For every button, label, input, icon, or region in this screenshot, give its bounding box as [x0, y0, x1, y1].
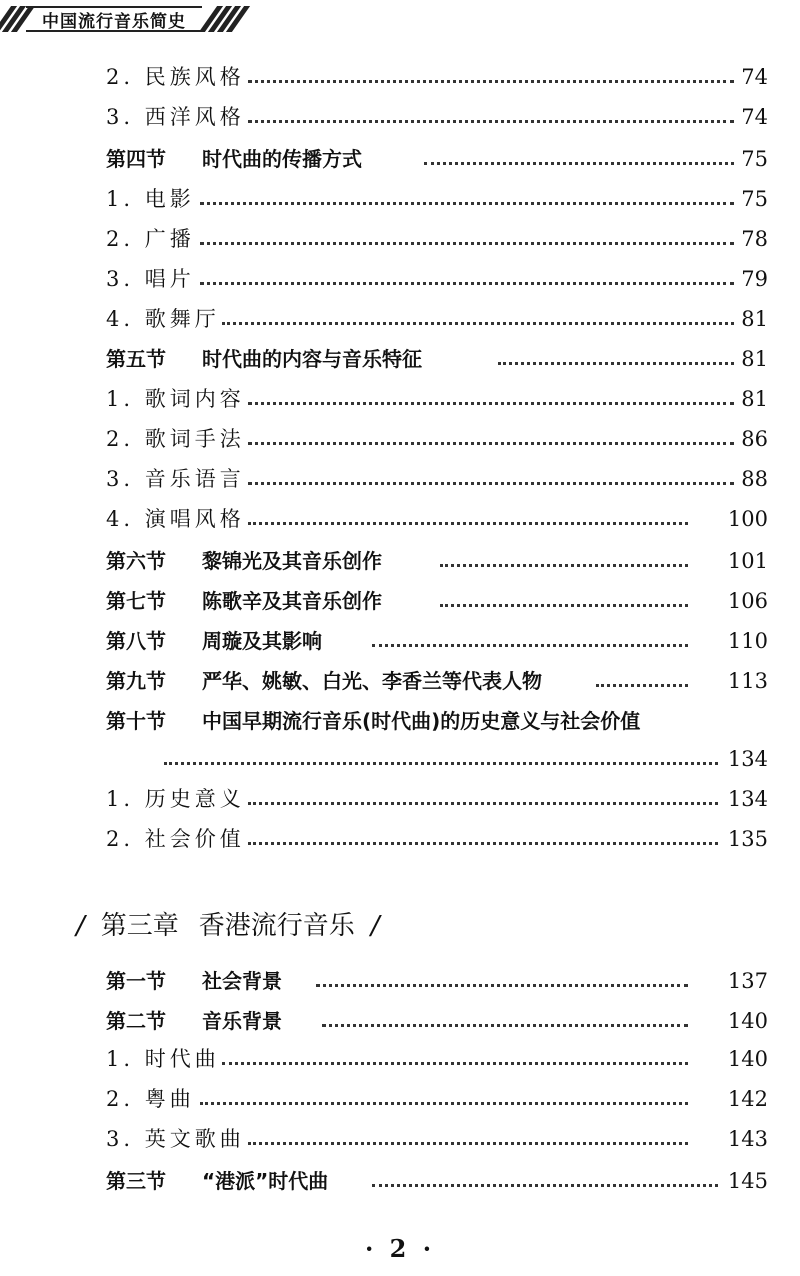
page-number: 110 — [727, 629, 768, 653]
toc-entry[interactable] — [0, 222, 800, 256]
page-number: 79 — [741, 267, 768, 291]
entry-label: 3. 唱片 — [106, 267, 195, 291]
entry-label: 2. 粤曲 — [106, 1087, 195, 1111]
dot-leader — [316, 984, 688, 987]
dot-leader — [248, 120, 734, 123]
chapter-slash-left: / — [76, 911, 85, 941]
toc-entry[interactable] — [0, 502, 800, 536]
section-label — [106, 964, 282, 998]
section-title: 陈歌辛及其音乐创作 — [202, 589, 382, 613]
toc-section[interactable] — [0, 624, 800, 658]
section-number: 第七节 — [106, 589, 166, 613]
page-number: 134 — [727, 787, 768, 811]
entry-label: 2. 广播 — [106, 227, 195, 251]
toc-entry[interactable] — [0, 1122, 800, 1156]
entry-label: 2. 民族风格 — [106, 65, 245, 89]
entry-label: 1. 电影 — [106, 187, 195, 211]
chapter-heading[interactable] — [76, 906, 380, 946]
toc-entry[interactable] — [0, 462, 800, 496]
entry-label: 3. 西洋风格 — [106, 105, 245, 129]
chapter-title: 香港流行音乐 — [198, 911, 355, 941]
section-number: 第二节 — [106, 1009, 166, 1033]
dot-leader — [200, 202, 734, 205]
section-label — [106, 342, 422, 376]
page-number: 106 — [727, 589, 768, 613]
dot-leader — [248, 1142, 688, 1145]
dot-leader — [248, 522, 688, 525]
toc-section[interactable] — [0, 584, 800, 618]
toc-entry[interactable] — [0, 60, 800, 94]
chapter-slash-right: / — [370, 911, 380, 941]
toc-section[interactable] — [0, 342, 800, 376]
section-label — [106, 704, 640, 738]
page-number: 140 — [727, 1047, 768, 1071]
page-number: 135 — [727, 827, 768, 851]
dot-leader — [440, 604, 688, 607]
toc-entry[interactable] — [0, 182, 800, 216]
page-number: 140 — [727, 1009, 768, 1033]
entry-label: 1. 歌词内容 — [106, 387, 245, 411]
toc-continuation[interactable] — [0, 742, 800, 776]
page-number: 100 — [727, 507, 768, 531]
page-number: 113 — [727, 669, 768, 693]
section-title: 中国早期流行音乐(时代曲)的历史意义与社会价值 — [202, 709, 641, 733]
dot-leader — [372, 1184, 718, 1187]
page-number: 101 — [727, 549, 768, 573]
toc-entry[interactable] — [0, 382, 800, 416]
page-number: 134 — [727, 747, 768, 771]
dot-leader — [248, 842, 718, 845]
section-label — [106, 584, 382, 618]
dot-leader — [440, 564, 688, 567]
entry-label: 1. 时代曲 — [106, 1047, 220, 1071]
entry-label: 2. 歌词手法 — [106, 427, 245, 451]
page-number: 75 — [741, 147, 768, 171]
page-number: 81 — [741, 387, 768, 411]
section-label — [106, 1004, 282, 1038]
page-number: 75 — [741, 187, 768, 211]
toc-section[interactable] — [0, 142, 800, 176]
dot-leader — [322, 1024, 688, 1027]
dot-leader — [248, 442, 734, 445]
section-title: “港派”时代曲 — [202, 1169, 329, 1193]
toc-entry[interactable] — [0, 100, 800, 134]
toc-section[interactable] — [0, 704, 800, 738]
section-title: 社会背景 — [202, 969, 282, 993]
section-number: 第十节 — [106, 709, 166, 733]
section-number: 第五节 — [106, 347, 166, 371]
section-title: 严华、姚敏、白光、李香兰等代表人物 — [202, 669, 542, 693]
section-label — [106, 544, 382, 578]
chapter-number: 第三章 — [100, 911, 179, 941]
toc-entry[interactable] — [0, 302, 800, 336]
entry-label: 2. 社会价值 — [106, 827, 245, 851]
dot-leader — [222, 322, 734, 325]
section-label — [106, 1164, 328, 1198]
section-title: 周璇及其影响 — [202, 629, 322, 653]
dot-leader — [200, 242, 734, 245]
page-number: 78 — [741, 227, 768, 251]
toc-section[interactable] — [0, 664, 800, 698]
dot-leader — [164, 762, 718, 765]
page-number: 142 — [727, 1087, 768, 1111]
toc-entry[interactable] — [0, 262, 800, 296]
header-bar — [26, 6, 202, 32]
dot-leader — [248, 482, 734, 485]
section-number: 第八节 — [106, 629, 166, 653]
dot-leader — [372, 644, 688, 647]
page-number: 137 — [727, 969, 768, 993]
page-number: 88 — [741, 467, 768, 491]
section-number: 第六节 — [106, 549, 166, 573]
page-number: 81 — [741, 307, 768, 331]
toc-entry[interactable] — [0, 1042, 800, 1076]
dot-leader — [424, 162, 734, 165]
page-number: 143 — [727, 1127, 768, 1151]
section-title: 黎锦光及其音乐创作 — [202, 549, 382, 573]
section-title: 时代曲的传播方式 — [202, 147, 362, 171]
dot-leader — [248, 80, 734, 83]
section-title: 音乐背景 — [202, 1009, 282, 1033]
toc-entry[interactable] — [0, 1082, 800, 1116]
page-number: 74 — [741, 65, 768, 89]
section-title: 时代曲的内容与音乐特征 — [202, 347, 422, 371]
entry-label: 3. 音乐语言 — [106, 467, 245, 491]
toc-section[interactable] — [0, 544, 800, 578]
section-number: 第三节 — [106, 1169, 166, 1193]
toc-section[interactable] — [0, 1004, 800, 1038]
section-label — [106, 624, 322, 658]
section-number: 第一节 — [106, 969, 166, 993]
page-number: 81 — [741, 347, 768, 371]
header-stripes-right — [208, 6, 241, 32]
section-number: 第九节 — [106, 669, 166, 693]
toc-section[interactable] — [0, 1164, 800, 1198]
section-label — [106, 664, 542, 698]
dot-leader — [248, 802, 718, 805]
entry-label: 4. 歌舞厅 — [106, 307, 220, 331]
toc-section[interactable] — [0, 964, 800, 998]
page-number: 86 — [741, 427, 768, 451]
entry-label: 1. 历史意义 — [106, 787, 245, 811]
header-stripes-left — [2, 6, 26, 32]
page-number: 74 — [741, 105, 768, 129]
page-footer-number: · 2 · — [364, 1234, 436, 1263]
dot-leader — [200, 282, 734, 285]
book-title: 中国流行音乐简史 — [42, 11, 186, 32]
dot-leader — [222, 1062, 688, 1065]
entry-label: 4. 演唱风格 — [106, 507, 245, 531]
dot-leader — [596, 684, 688, 687]
toc-entry[interactable] — [0, 782, 800, 816]
page-number: 145 — [727, 1169, 768, 1193]
toc-entry[interactable] — [0, 422, 800, 456]
running-header — [0, 0, 270, 34]
dot-leader — [498, 362, 734, 365]
section-number: 第四节 — [106, 147, 166, 171]
toc-entry[interactable] — [0, 822, 800, 856]
entry-label: 3. 英文歌曲 — [106, 1127, 245, 1151]
dot-leader — [200, 1102, 688, 1105]
dot-leader — [248, 402, 734, 405]
section-label — [106, 142, 362, 176]
